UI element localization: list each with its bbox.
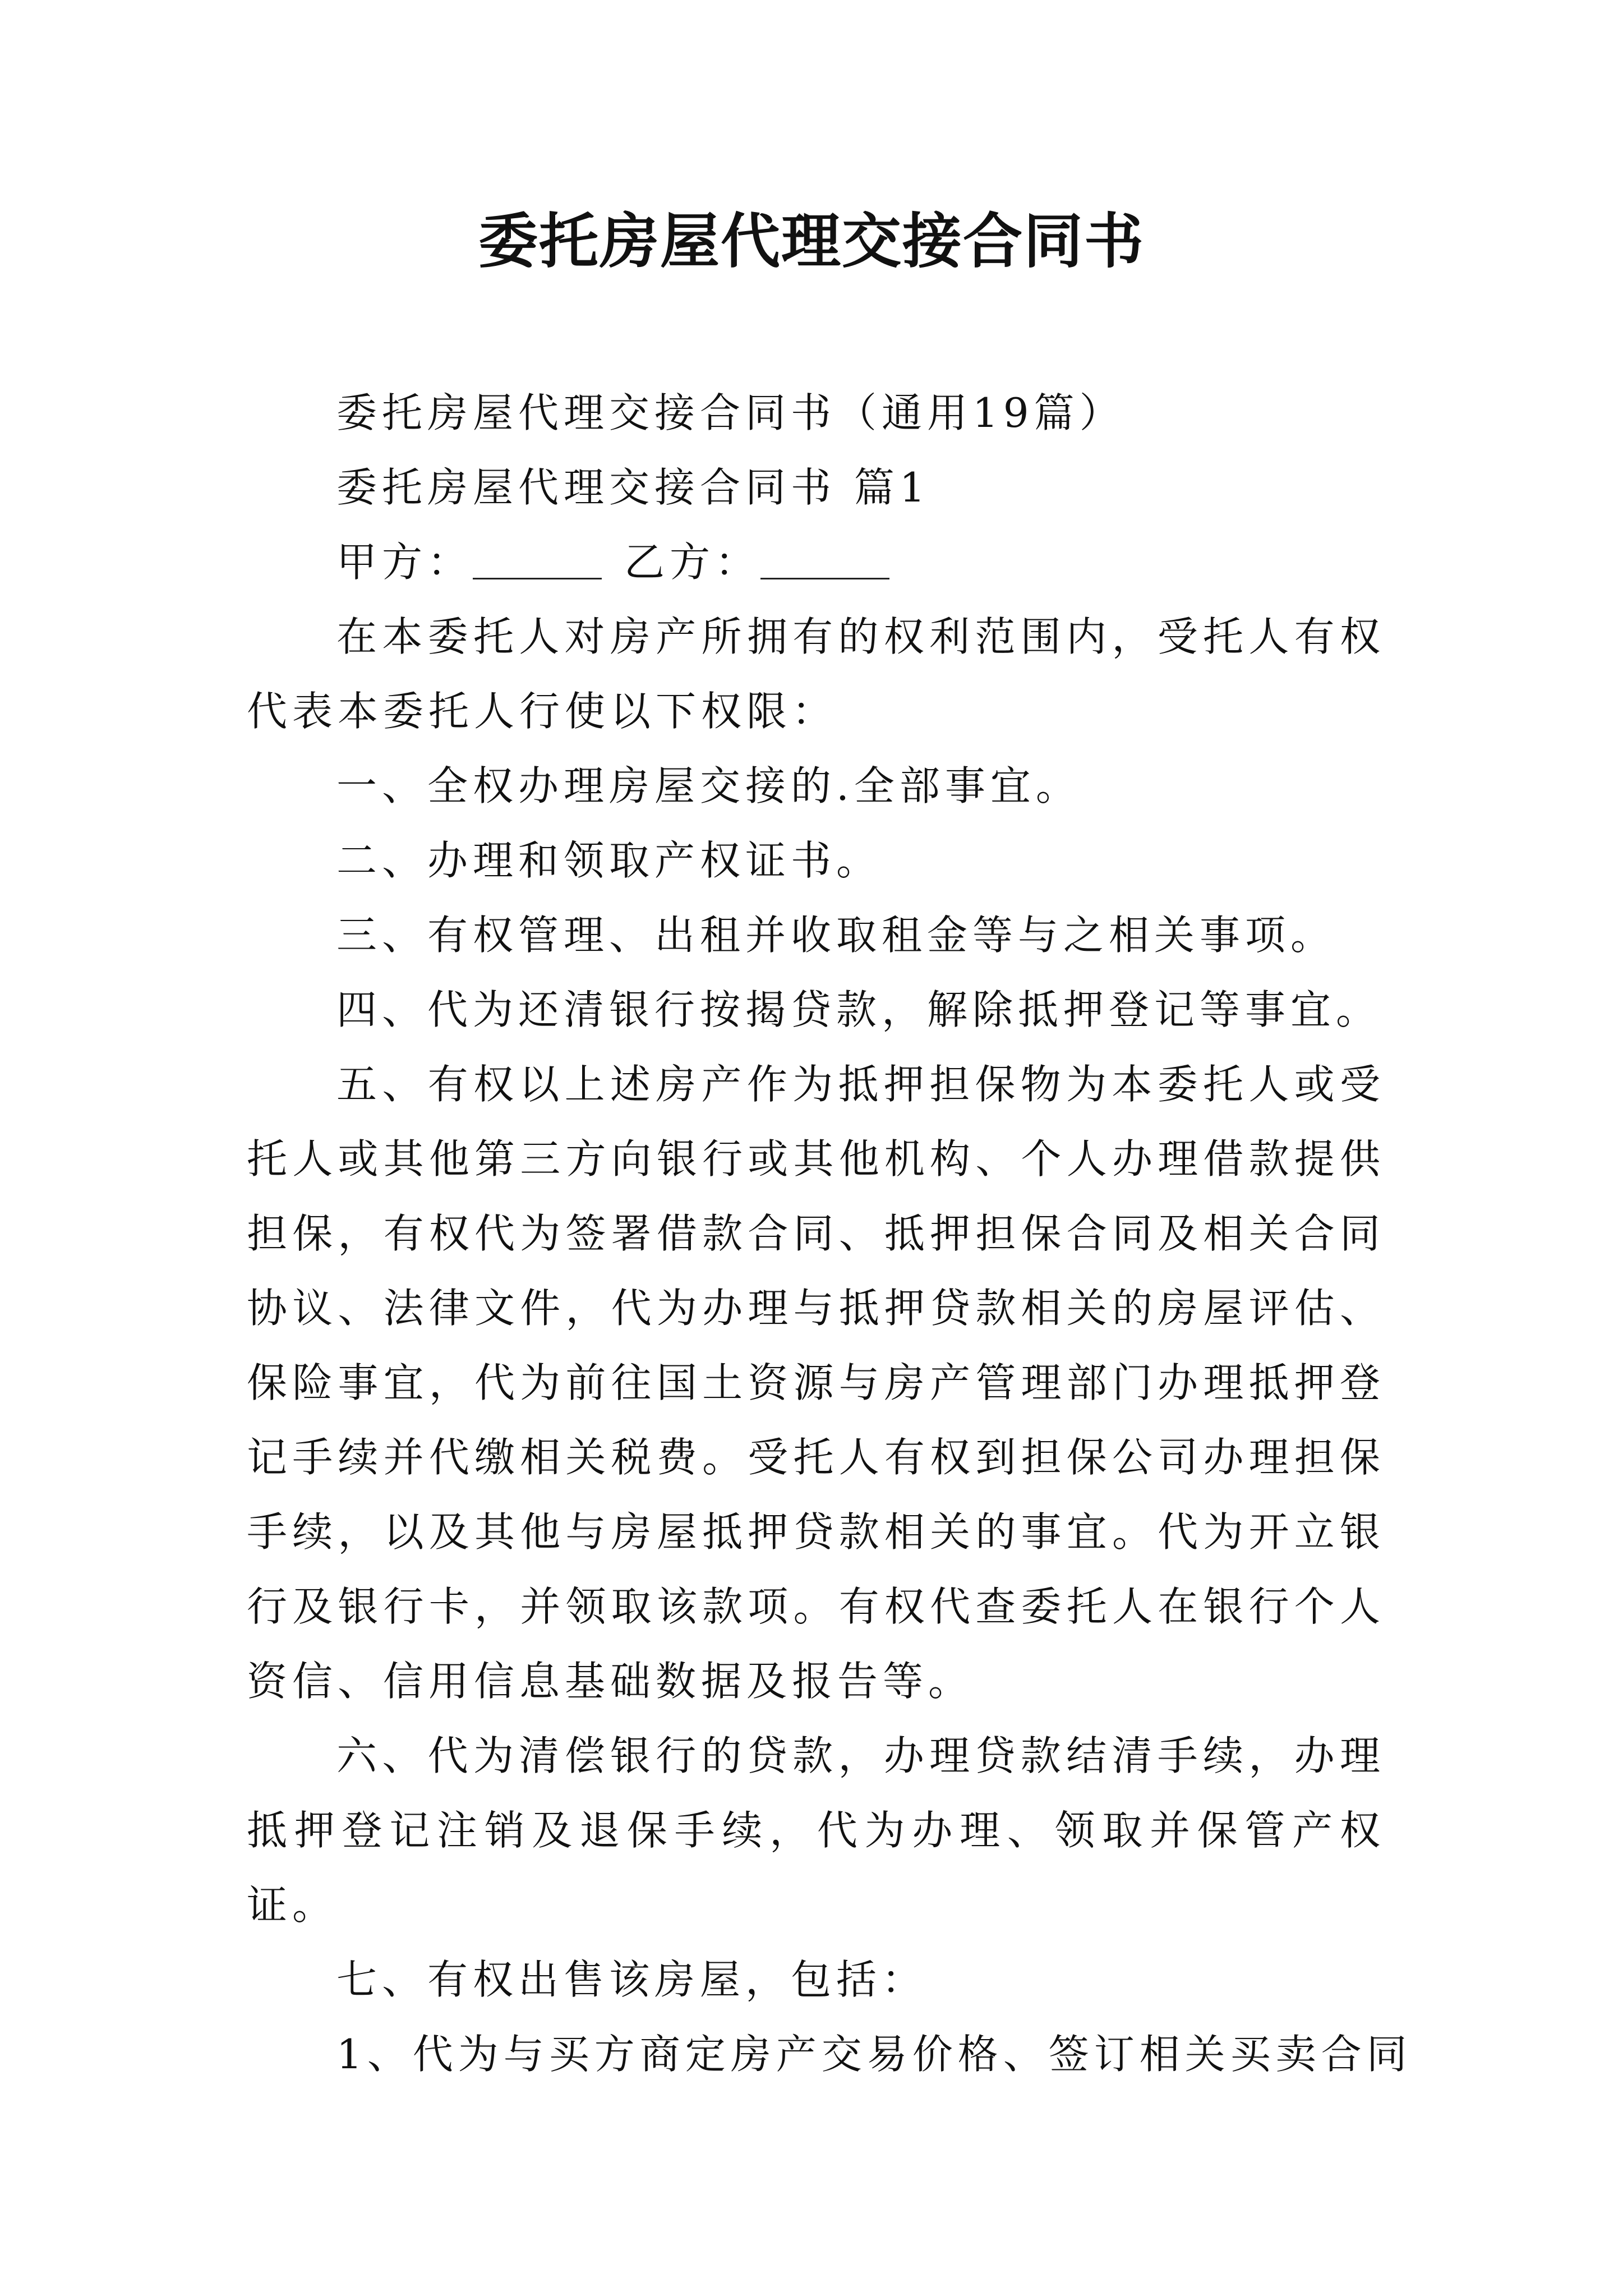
document-body [247, 376, 1412, 2092]
party-b-label: 乙方： [624, 539, 761, 586]
party-a-blank [473, 544, 602, 579]
paragraph: 七、有权出售该房屋，包括： [336, 1956, 928, 2003]
party-line [247, 525, 1385, 600]
paragraph: 六、代为清偿银行的贷款，办理贷款结清手续，办理抵押登记注销及退保手续，代为办理、领取并保管产权证。 [247, 1732, 1385, 1929]
section-heading: 委托房屋代理交接合同书 篇1 [336, 464, 930, 511]
paragraph: 在本委托人对房产所拥有的权利范围内，受托人有权代表本委托人行使以下权限： [247, 613, 1385, 735]
paragraph: 二、办理和领取产权证书。 [336, 837, 882, 884]
document-subtitle: 委托房屋代理交接合同书（通用19篇） [336, 389, 1125, 436]
paragraph: 五、有权以上述房产作为抵押担保物为本委托人或受托人或其他第三方向银行或其他机构、个人办理借款提供担保，有权代为签署借款合同、抵押担保合同及相关合同协议、法律文件，代为办理与抵押贷款相关的房屋评估、保险事宜，代为前往国土资源与房产管理部门办理抵押登记手续并代缴相关税费。受托人有权到担保公司办理担保手续，以及其他与房屋抵押贷款相关的事宜。代为开立银行及银行卡，并领取该款项。有权代查委托人在银行个人资信、信用信息基础数据及报告等。 [247, 1061, 1385, 1705]
paragraph: 一、全权办理房屋交接的.全部事宜。 [336, 762, 1081, 809]
document-title: 委托房屋代理交接合同书 [478, 206, 1145, 276]
paragraph: 三、有权管理、出租并收取租金等与之相关事项。 [336, 912, 1336, 959]
party-a-label: 甲方： [336, 539, 473, 586]
party-b-blank [760, 544, 889, 579]
paragraph: 四、代为还清银行按揭贷款，解除抵押登记等事宜。 [336, 986, 1382, 1033]
paragraph: 1、代为与买方商定房产交易价格、签订相关买卖合同 [336, 2031, 1412, 2078]
